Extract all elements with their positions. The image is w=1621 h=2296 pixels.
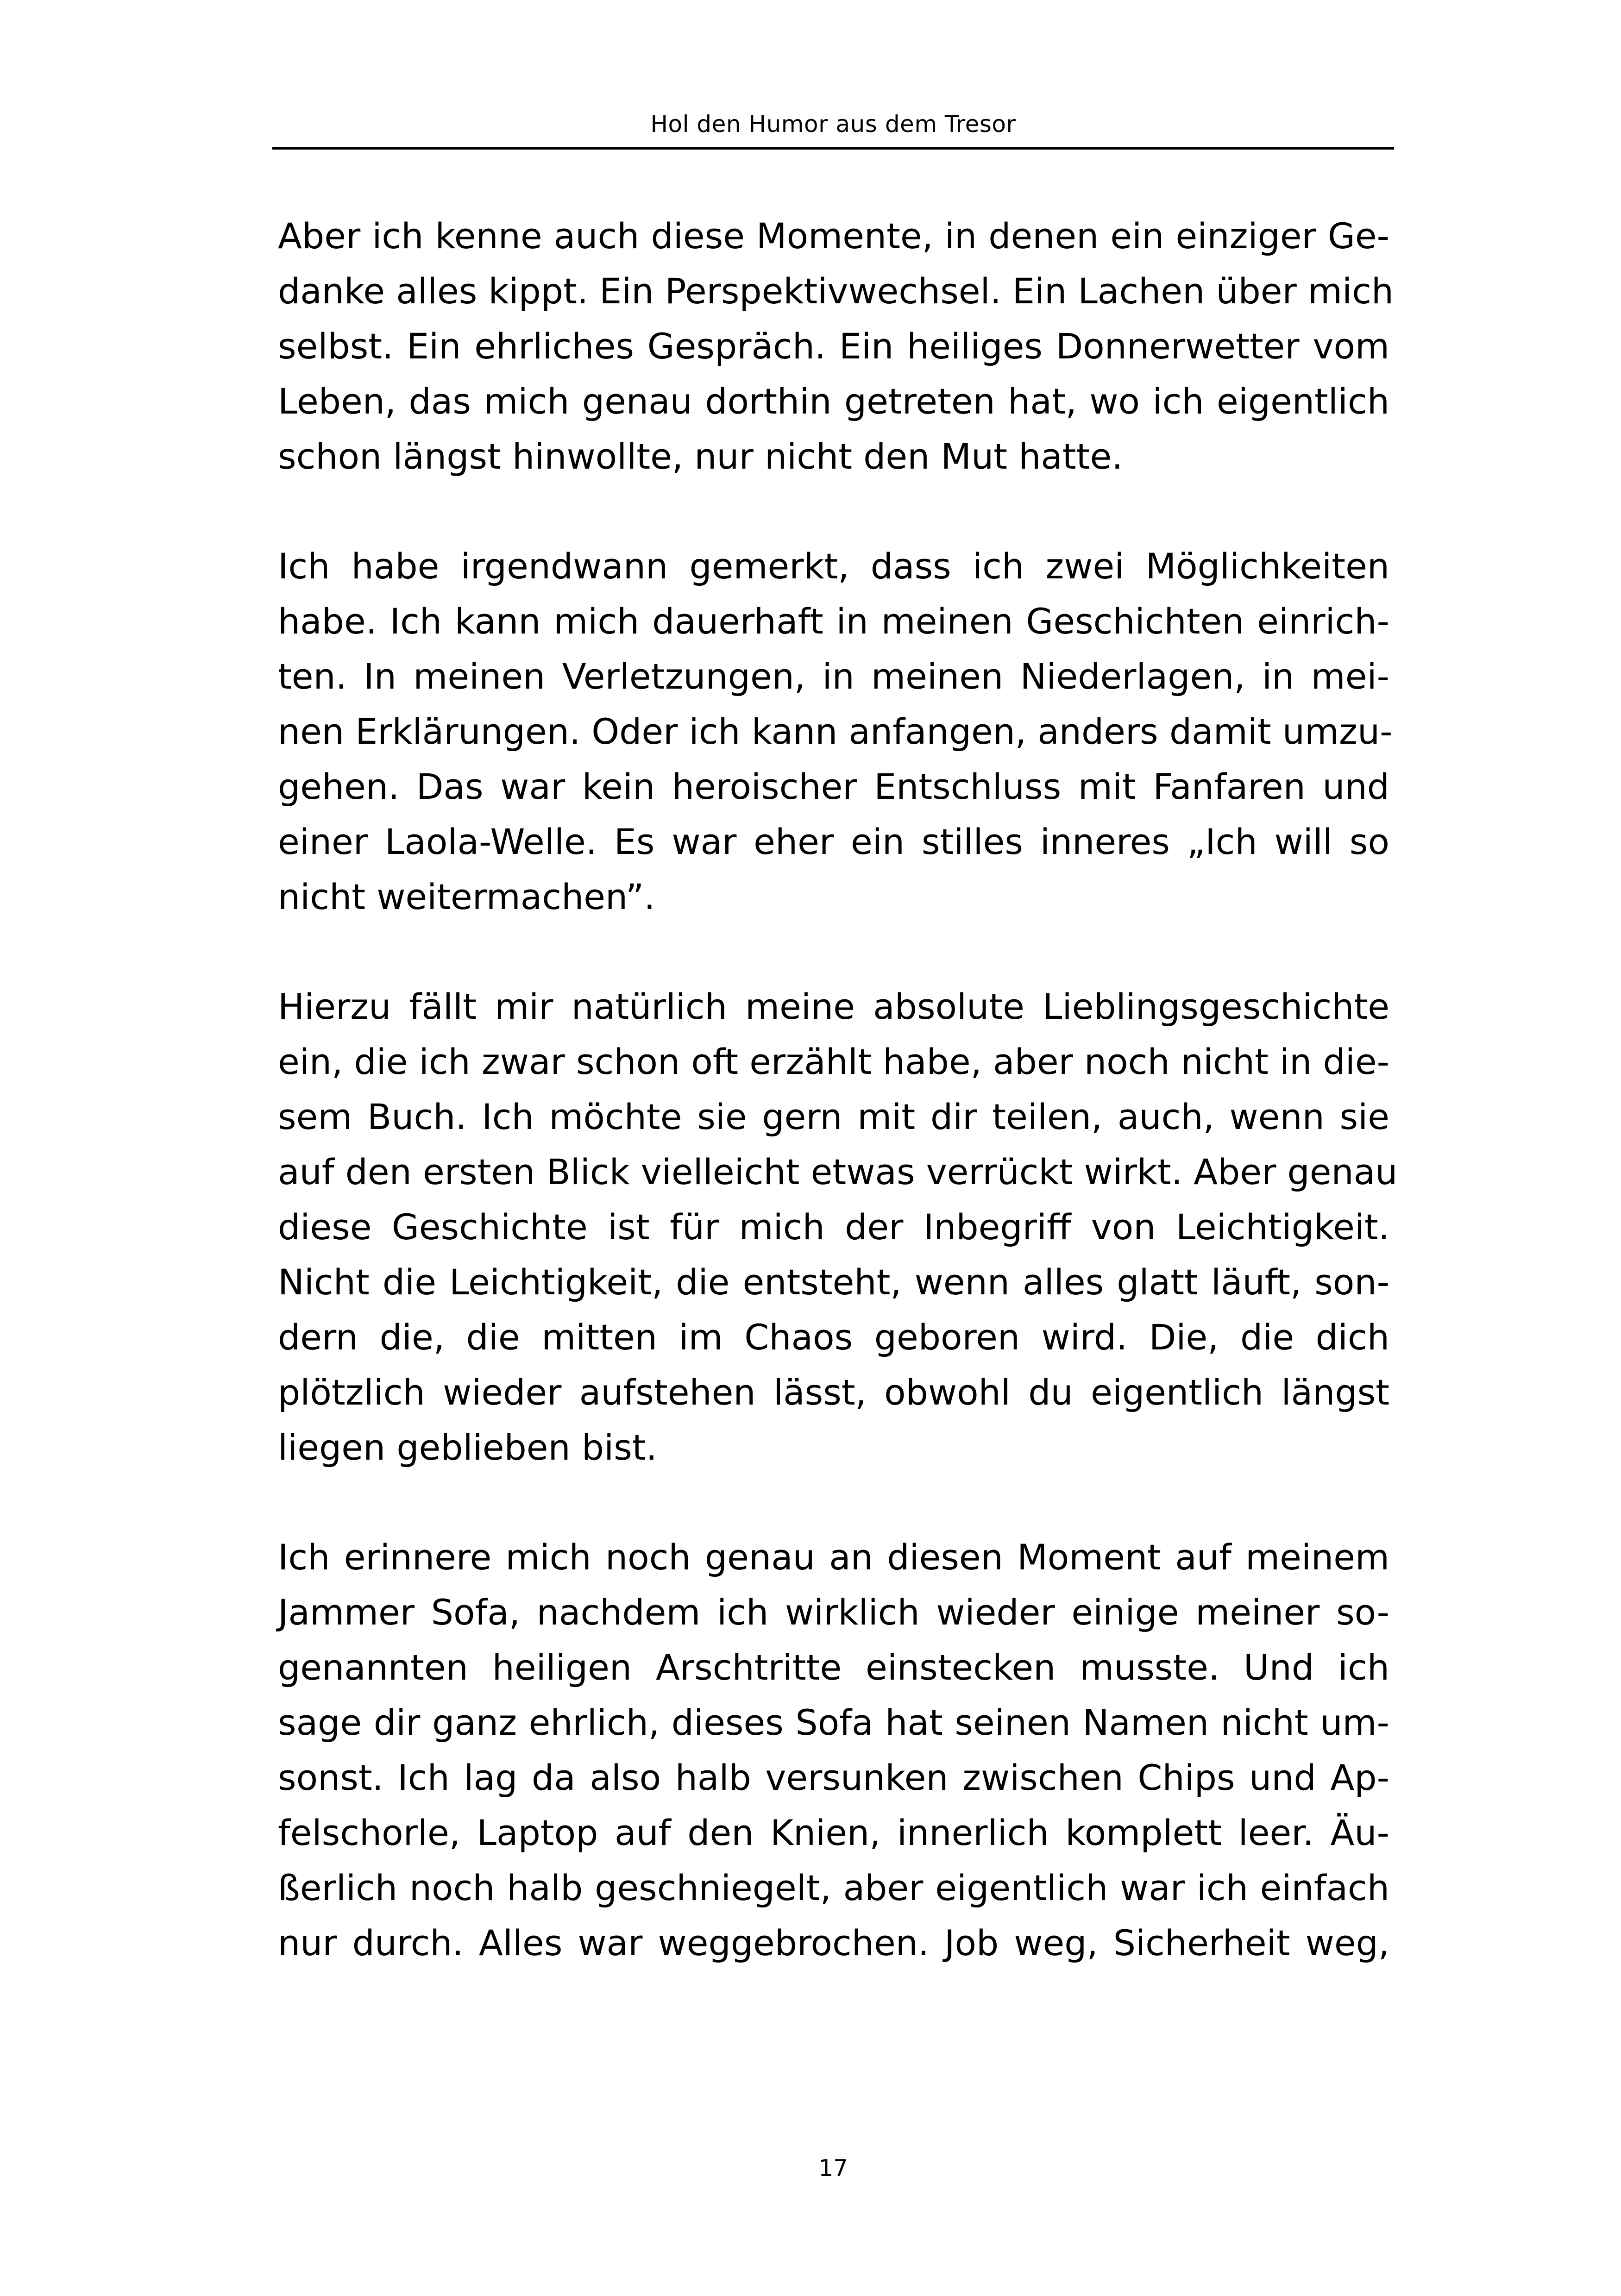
- text-line: Jammer Sofa, nachdem ich wirklich wieder einige meiner so-: [278, 1592, 1389, 1633]
- text-line: sonst. Ich lag da also halb versunken zwischen Chips und Ap-: [278, 1757, 1389, 1798]
- text-line: einer Laola-Welle. Es war eher ein stilles inneres „Ich will so: [278, 821, 1389, 862]
- paragraph: [278, 979, 1398, 1475]
- text-line: sage dir ganz ehrlich, dieses Sofa hat seinen Namen nicht um-: [278, 1702, 1389, 1743]
- text-line: Ich habe irgendwann gemerkt, dass ich zwei Möglichkeiten: [278, 546, 1389, 587]
- text-line: gehen. Das war kein heroischer Entschluss mit Fanfaren und: [278, 766, 1389, 807]
- text-line: genannten heiligen Arschtritte einstecken musste. Und ich: [278, 1647, 1389, 1688]
- text-line: auf den ersten Blick vielleicht etwas verrückt wirkt. Aber genau: [278, 1151, 1398, 1192]
- text-line: Ich erinnere mich noch genau an diesen Moment auf meinem: [278, 1537, 1389, 1578]
- running-head: Hol den Humor aus dem Tresor: [650, 111, 1016, 138]
- text-line: Aber ich kenne auch diese Momente, in denen ein einziger Ge-: [278, 215, 1389, 257]
- text-line: liegen geblieben bist.: [278, 1427, 657, 1468]
- text-line: plötzlich wieder aufstehen lässt, obwohl du eigentlich längst: [278, 1372, 1389, 1413]
- paragraph: [278, 1530, 1389, 1970]
- text-line: diese Geschichte ist für mich der Inbegriff von Leichtigkeit.: [278, 1206, 1389, 1248]
- text-line: dern die, die mitten im Chaos geboren wird. Die, die dich: [278, 1317, 1389, 1358]
- text-line: sem Buch. Ich möchte sie gern mit dir teilen, auch, wenn sie: [278, 1096, 1389, 1137]
- text-line: habe. Ich kann mich dauerhaft in meinen Geschichten einrich-: [278, 601, 1389, 642]
- text-line: nen Erklärungen. Oder ich kann anfangen, anders damit umzu-: [278, 711, 1393, 752]
- text-line: Leben, das mich genau dorthin getreten hat, wo ich eigentlich: [278, 381, 1389, 422]
- text-line: ten. In meinen Verletzungen, in meinen Niederlagen, in mei-: [278, 656, 1389, 697]
- text-line: schon längst hinwollte, nur nicht den Mut hatte.: [278, 436, 1123, 477]
- text-line: Hierzu fällt mir natürlich meine absolute Lieblingsgeschichte: [278, 986, 1389, 1027]
- paragraph: [278, 208, 1394, 484]
- paragraph: [278, 539, 1393, 924]
- text-line: selbst. Ein ehrliches Gespräch. Ein heiliges Donnerwetter vom: [278, 326, 1389, 367]
- text-line: Nicht die Leichtigkeit, die entsteht, wenn alles glatt läuft, son-: [278, 1261, 1389, 1303]
- text-line: ßerlich noch halb geschniegelt, aber eigentlich war ich einfach: [278, 1867, 1389, 1908]
- header-rule: [272, 147, 1394, 150]
- text-line: nicht weitermachen”.: [278, 876, 655, 917]
- text-line: danke alles kippt. Ein Perspektivwechsel. Ein Lachen über mich: [278, 270, 1394, 312]
- body-text: [278, 208, 1398, 2025]
- text-line: felschorle, Laptop auf den Knien, innerlich komplett leer. Äu-: [278, 1812, 1389, 1853]
- text-line: nur durch. Alles war weggebrochen. Job weg, Sicherheit weg,: [278, 1922, 1389, 1964]
- page-number: 17: [818, 2155, 848, 2182]
- text-line: ein, die ich zwar schon oft erzählt habe, aber noch nicht in die-: [278, 1041, 1389, 1082]
